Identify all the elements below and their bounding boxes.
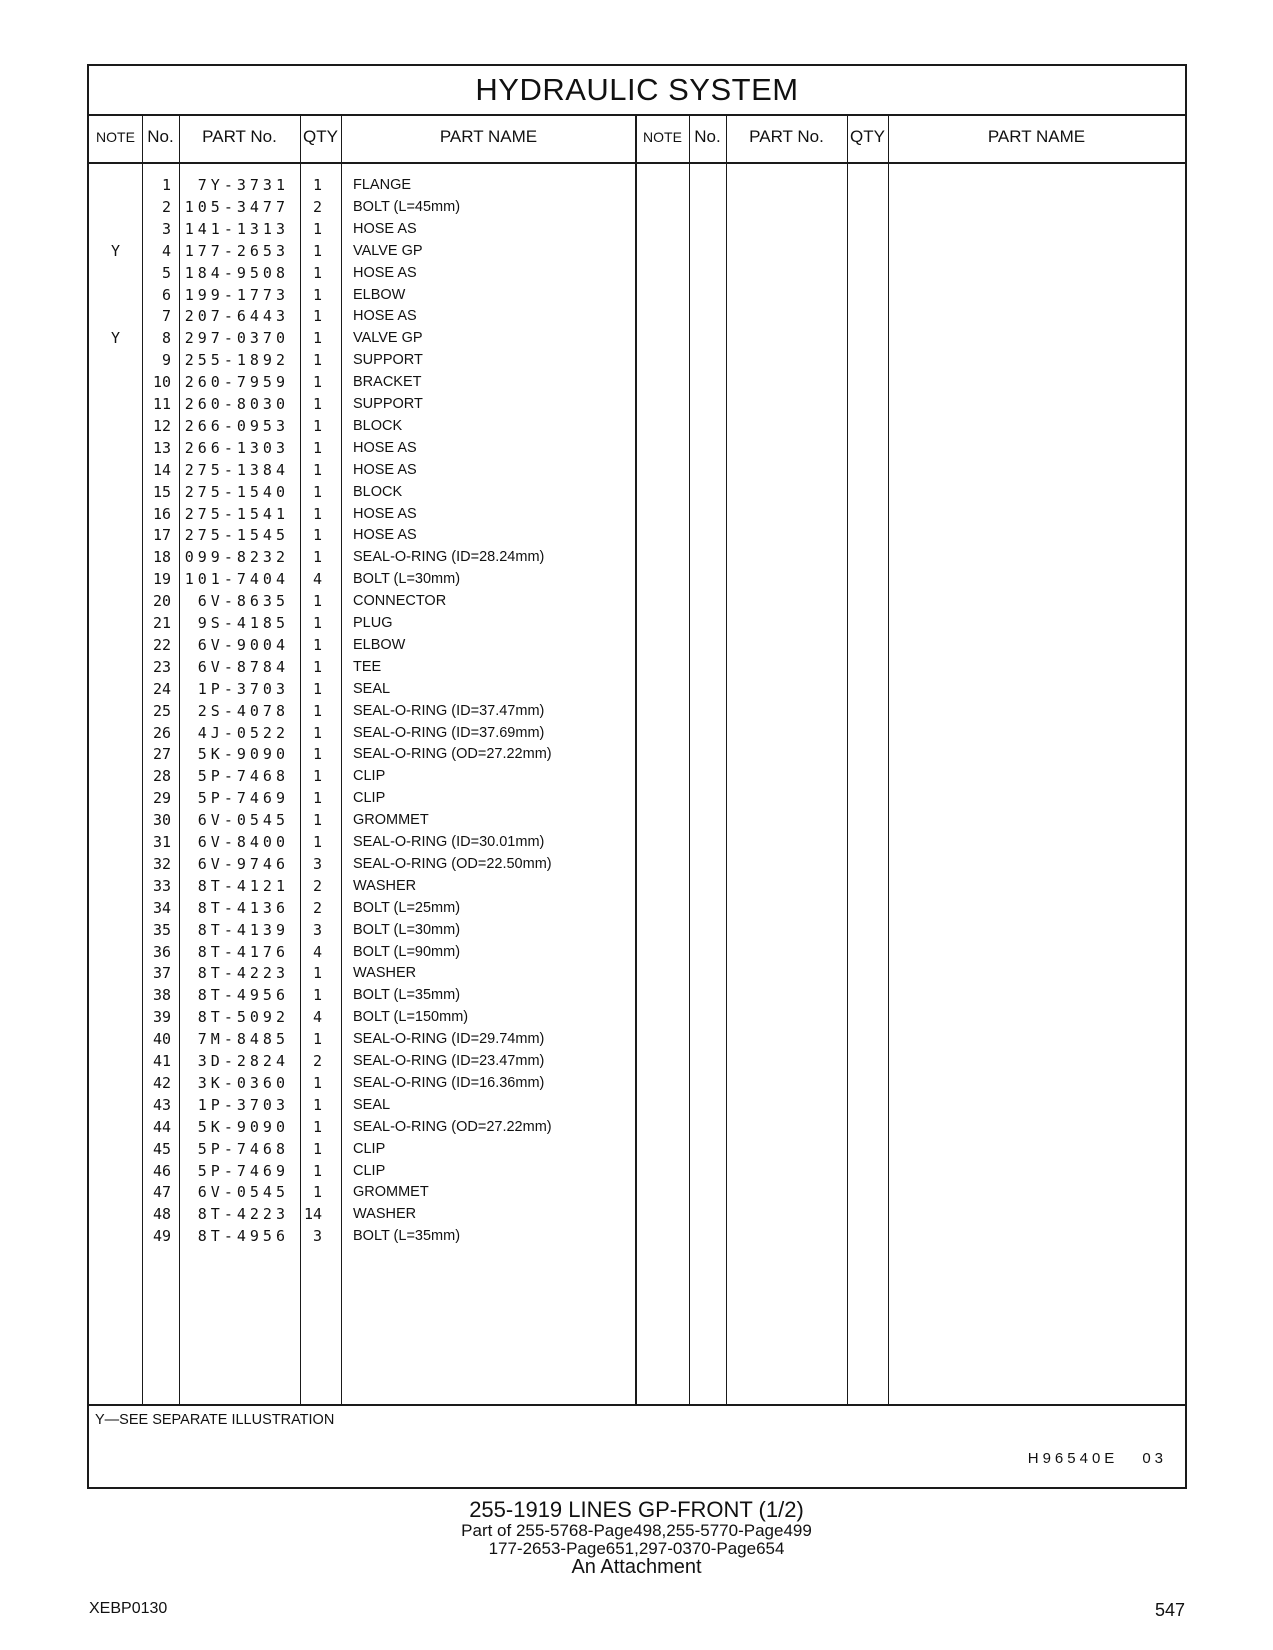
item-number: 35 (152, 920, 171, 939)
table-row (89, 218, 1185, 241)
part-name: HOSE AS (353, 439, 417, 456)
item-number: 28 (152, 767, 171, 786)
part-number: 6V-8784 (197, 657, 289, 676)
table-row (89, 1181, 1185, 1204)
quantity: 4 (312, 1008, 322, 1027)
table-row (89, 700, 1185, 723)
part-number: 5P-7469 (197, 789, 289, 808)
part-name: HOSE AS (353, 527, 417, 544)
part-number: 5K-9090 (197, 1117, 289, 1136)
table-row (89, 349, 1185, 372)
part-number: 6V-9746 (197, 854, 289, 873)
header-note: NOTE (96, 129, 135, 145)
part-name: SEAL-O-RING (ID=37.69mm) (353, 724, 545, 741)
item-number: 32 (152, 854, 171, 873)
item-number: 23 (152, 657, 171, 676)
quantity: 1 (312, 460, 322, 479)
quantity: 2 (312, 876, 322, 895)
quantity: 3 (312, 1227, 322, 1246)
part-number: 297-0370 (184, 329, 289, 348)
part-number: 275-1541 (184, 504, 289, 523)
table-row (89, 524, 1185, 547)
quantity: 1 (312, 263, 322, 282)
item-number: 48 (152, 1205, 171, 1224)
part-name: HOSE AS (353, 264, 417, 281)
part-name: CLIP (353, 768, 386, 785)
item-number: 27 (152, 745, 171, 764)
part-number: 8T-5092 (197, 1008, 289, 1027)
quantity: 1 (312, 285, 322, 304)
table-row (89, 481, 1185, 504)
part-name: BOLT (L=90mm) (353, 943, 461, 960)
table-row (89, 437, 1185, 460)
table-row (89, 1116, 1185, 1139)
part-number: 275-1545 (184, 526, 289, 545)
quantity: 1 (312, 1117, 322, 1136)
part-name: SEAL-O-RING (ID=28.24mm) (353, 549, 545, 566)
table-row (89, 174, 1185, 197)
table-row (89, 1006, 1185, 1029)
table-row (89, 831, 1185, 854)
item-number: 10 (152, 373, 171, 392)
table-row (89, 1160, 1185, 1183)
part-number: 275-1384 (184, 460, 289, 479)
table-row (89, 371, 1185, 394)
quantity: 2 (312, 197, 322, 216)
quantity: 1 (312, 1161, 322, 1180)
item-number: 20 (152, 592, 171, 611)
table-row (89, 941, 1185, 964)
part-number: 6V-0545 (197, 1183, 289, 1202)
quantity: 1 (312, 789, 322, 808)
quantity: 1 (312, 745, 322, 764)
quantity: 1 (312, 811, 322, 830)
table-row (89, 1028, 1185, 1051)
part-number: 101-7404 (184, 570, 289, 589)
item-number: 5 (161, 263, 171, 282)
quantity: 1 (312, 833, 322, 851)
item-number: 30 (152, 811, 171, 830)
part-number: 8T-4956 (197, 1227, 289, 1246)
quantity: 1 (312, 176, 322, 194)
item-number: 14 (152, 460, 171, 479)
part-number: 7M-8485 (197, 1030, 289, 1049)
table-row (89, 809, 1185, 832)
quantity: 1 (312, 986, 322, 1005)
part-name: BLOCK (353, 483, 403, 500)
part-number: 266-1303 (184, 438, 289, 457)
part-number: 8T-4176 (197, 942, 289, 961)
part-number: 6V-0545 (197, 811, 289, 830)
item-number: 24 (152, 679, 171, 698)
part-number: 5P-7469 (197, 1161, 289, 1180)
part-name: SEAL-O-RING (OD=27.22mm) (353, 1118, 552, 1135)
table-row (89, 196, 1185, 219)
item-number: 2 (161, 197, 171, 216)
quantity: 1 (312, 329, 322, 348)
item-number: 16 (152, 504, 171, 523)
item-number: 43 (152, 1095, 171, 1114)
quantity: 4 (312, 942, 322, 961)
part-name: CLIP (353, 790, 386, 807)
quantity: 1 (312, 351, 322, 370)
header-part-no: PART No. (202, 127, 277, 146)
table-row (89, 787, 1185, 810)
part-number: 8T-4136 (197, 898, 289, 917)
part-number: 199-1773 (184, 285, 289, 304)
caption-title: 255-1919 LINES GP-FRONT (1/2) (469, 1497, 804, 1522)
document-id: XEBP0130 (89, 1600, 168, 1617)
item-number: 4 (161, 241, 171, 260)
part-name: TEE (353, 658, 382, 675)
part-number: 9S-4185 (197, 614, 289, 632)
item-number: 37 (152, 964, 171, 983)
item-number: 39 (152, 1008, 171, 1027)
part-name: BRACKET (353, 374, 422, 391)
item-number: 46 (152, 1161, 171, 1180)
part-name: SEAL-O-RING (OD=22.50mm) (353, 855, 552, 872)
table-row (89, 546, 1185, 569)
table-row (89, 1138, 1185, 1161)
part-name: GROMMET (353, 1184, 429, 1201)
part-name: SUPPORT (353, 396, 423, 412)
table-row (89, 612, 1185, 635)
part-number: 1P-3703 (197, 679, 289, 698)
footnote: Y—SEE SEPARATE ILLUSTRATION (95, 1412, 335, 1428)
part-number: 6V-9004 (197, 635, 289, 654)
table-title: HYDRAULIC SYSTEM (89, 66, 1185, 116)
part-number: 184-9508 (184, 263, 289, 282)
header-note-2: NOTE (643, 129, 682, 145)
caption-part-of: Part of 255-5768-Page498,255-5770-Page499 (461, 1521, 812, 1540)
illustration-rev: 03 (1142, 1450, 1167, 1467)
table-row (89, 459, 1185, 482)
quantity: 1 (312, 592, 322, 611)
item-number: 19 (152, 570, 171, 589)
part-name: VALVE GP (353, 242, 423, 259)
table-row (89, 327, 1185, 350)
header-qty: QTY (303, 127, 338, 146)
part-number: 3K-0360 (197, 1073, 289, 1092)
part-name: SEAL-O-RING (ID=23.47mm) (353, 1053, 545, 1069)
part-number: 141-1313 (184, 219, 289, 238)
table-row (89, 962, 1185, 985)
part-name: ELBOW (353, 286, 406, 303)
part-name: BOLT (L=30mm) (353, 571, 461, 588)
part-name: HOSE AS (353, 461, 417, 478)
part-number: 105-3477 (184, 197, 289, 216)
quantity: 1 (312, 241, 322, 260)
quantity: 1 (312, 614, 322, 632)
table-row (89, 1050, 1185, 1073)
part-number: 255-1892 (184, 351, 289, 370)
table-row (89, 678, 1185, 701)
table-row (89, 568, 1185, 591)
item-number: 8 (161, 329, 171, 348)
table-header (89, 114, 1185, 164)
part-name: BOLT (L=30mm) (353, 921, 461, 938)
part-number: 5P-7468 (197, 1139, 289, 1158)
part-name: HOSE AS (353, 308, 417, 325)
part-name: CLIP (353, 1162, 386, 1179)
part-name: BOLT (L=35mm) (353, 987, 461, 1004)
item-number: 3 (161, 219, 171, 238)
quantity: 1 (312, 1095, 322, 1114)
part-number: 099-8232 (184, 548, 289, 567)
quantity: 1 (312, 1073, 322, 1092)
part-name: BOLT (L=35mm) (353, 1228, 461, 1245)
part-number: 6V-8635 (197, 592, 289, 611)
part-number: 8T-4121 (197, 876, 289, 895)
part-number: 5P-7468 (197, 767, 289, 786)
item-number: 44 (152, 1117, 171, 1136)
part-name: SEAL (353, 1096, 391, 1113)
part-name: ELBOW (353, 636, 406, 653)
header-part-no-2: PART No. (749, 127, 824, 146)
part-name: BOLT (L=150mm) (353, 1009, 469, 1026)
part-name: CLIP (353, 1140, 386, 1157)
quantity: 1 (312, 964, 322, 983)
quantity: 1 (312, 1139, 322, 1158)
header-no-2: No. (694, 127, 721, 146)
item-number: 21 (152, 614, 171, 632)
part-name: HOSE AS (353, 220, 417, 237)
table-row (89, 984, 1185, 1007)
page-number: 547 (1154, 1600, 1185, 1620)
part-name: SEAL (353, 680, 391, 697)
quantity: 2 (312, 898, 322, 917)
table-row (89, 1072, 1185, 1095)
part-name: SEAL-O-RING (ID=37.47mm) (353, 702, 545, 719)
item-number: 7 (161, 307, 171, 326)
note-cell: Y (110, 241, 121, 260)
part-name: HOSE AS (353, 505, 417, 522)
quantity: 3 (312, 854, 322, 873)
parts-table-frame (87, 64, 1187, 1489)
table-row (89, 415, 1185, 438)
table-row (89, 897, 1185, 920)
part-name: BLOCK (353, 417, 403, 434)
part-number: 260-8030 (184, 395, 289, 413)
part-number: 1P-3703 (197, 1095, 289, 1114)
item-number: 18 (152, 548, 171, 567)
item-number: 13 (152, 438, 171, 457)
table-row (89, 262, 1185, 285)
quantity: 1 (312, 438, 322, 457)
part-name: WASHER (353, 1206, 417, 1223)
part-number: 8T-4956 (197, 986, 289, 1005)
illustration-code (1028, 1450, 1167, 1467)
table-row (89, 1094, 1185, 1117)
caption-references: 177-2653-Page651,297-0370-Page654 (488, 1539, 785, 1558)
quantity: 1 (312, 635, 322, 654)
item-number: 17 (152, 526, 171, 545)
caption-attachment: An Attachment (571, 1556, 702, 1578)
table-row (89, 503, 1185, 526)
part-name: FLANGE (353, 177, 412, 193)
table-row (89, 765, 1185, 788)
item-number: 22 (152, 635, 171, 654)
part-name: VALVE GP (353, 330, 423, 347)
item-number: 42 (152, 1073, 171, 1092)
quantity: 1 (312, 416, 322, 435)
item-number: 34 (152, 898, 171, 917)
table-row (89, 240, 1185, 263)
quantity: 1 (312, 701, 322, 720)
quantity: 1 (312, 395, 322, 413)
part-number: 4J-0522 (197, 723, 289, 742)
part-name: SEAL-O-RING (ID=16.36mm) (353, 1074, 545, 1091)
table-row (89, 284, 1185, 307)
table-row (89, 853, 1185, 876)
part-number: 7Y-3731 (197, 176, 289, 194)
quantity: 3 (312, 920, 322, 939)
item-number: 9 (161, 351, 171, 370)
quantity: 1 (312, 657, 322, 676)
part-name: BOLT (L=45mm) (353, 198, 461, 215)
quantity: 1 (312, 373, 322, 392)
part-number: 2S-4078 (197, 701, 289, 720)
table-row (89, 919, 1185, 942)
item-number: 36 (152, 942, 171, 961)
quantity: 2 (312, 1052, 322, 1070)
part-name: PLUG (353, 615, 393, 631)
item-number: 1 (161, 176, 171, 194)
part-name: SEAL-O-RING (ID=30.01mm) (353, 834, 545, 850)
part-number: 5K-9090 (197, 745, 289, 764)
header-part-name: PART NAME (439, 127, 538, 146)
item-number: 38 (152, 986, 171, 1005)
part-name: SEAL-O-RING (OD=27.22mm) (353, 746, 552, 763)
quantity: 1 (312, 723, 322, 742)
part-number: 3D-2824 (197, 1052, 289, 1070)
note-cell: Y (110, 329, 121, 348)
quantity: 14 (303, 1205, 322, 1224)
header-no: No. (147, 127, 174, 146)
quantity: 1 (312, 307, 322, 326)
part-number: 8T-4223 (197, 964, 289, 983)
quantity: 4 (312, 570, 322, 589)
item-number: 40 (152, 1030, 171, 1049)
part-number: 275-1540 (184, 482, 289, 501)
quantity: 1 (312, 526, 322, 545)
item-number: 47 (152, 1183, 171, 1202)
part-number: 8T-4223 (197, 1205, 289, 1224)
table-row (89, 1225, 1185, 1248)
quantity: 1 (312, 1183, 322, 1202)
quantity: 1 (312, 482, 322, 501)
table-row (89, 656, 1185, 679)
table-row (89, 590, 1185, 613)
quantity: 1 (312, 548, 322, 567)
part-number: 260-7959 (184, 373, 289, 392)
part-name: CONNECTOR (353, 593, 447, 610)
item-number: 45 (152, 1139, 171, 1158)
table-body-divider (89, 1404, 1185, 1406)
item-number: 25 (152, 701, 171, 720)
part-name: BOLT (L=25mm) (353, 899, 461, 916)
table-row (89, 1203, 1185, 1226)
illustration-id: H96540E (1027, 1450, 1119, 1467)
item-number: 12 (152, 416, 171, 435)
item-number: 26 (152, 723, 171, 742)
part-number: 8T-4139 (197, 920, 289, 939)
quantity: 1 (312, 219, 322, 238)
table-row (89, 722, 1185, 745)
table-row (89, 634, 1185, 657)
item-number: 33 (152, 876, 171, 895)
part-number: 207-6443 (184, 307, 289, 326)
quantity: 1 (312, 504, 322, 523)
part-number: 6V-8400 (197, 833, 289, 851)
quantity: 1 (312, 679, 322, 698)
item-number: 11 (152, 395, 171, 413)
quantity: 1 (312, 1030, 322, 1049)
table-row (89, 393, 1185, 416)
header-part-name-2: PART NAME (987, 127, 1086, 146)
part-name: SEAL-O-RING (ID=29.74mm) (353, 1031, 545, 1048)
item-number: 15 (152, 482, 171, 501)
item-number: 41 (152, 1052, 171, 1070)
table-row (89, 875, 1185, 898)
header-qty-2: QTY (850, 127, 885, 146)
item-number: 49 (152, 1227, 171, 1246)
part-number: 177-2653 (184, 241, 289, 260)
table-row (89, 743, 1185, 766)
part-name: WASHER (353, 965, 417, 982)
quantity: 1 (312, 767, 322, 786)
item-number: 6 (161, 285, 171, 304)
part-name: GROMMET (353, 812, 429, 829)
item-number: 29 (152, 789, 171, 808)
part-name: WASHER (353, 877, 417, 894)
part-number: 266-0953 (184, 416, 289, 435)
item-number: 31 (152, 833, 171, 851)
part-name: SUPPORT (353, 352, 423, 369)
table-row (89, 305, 1185, 328)
